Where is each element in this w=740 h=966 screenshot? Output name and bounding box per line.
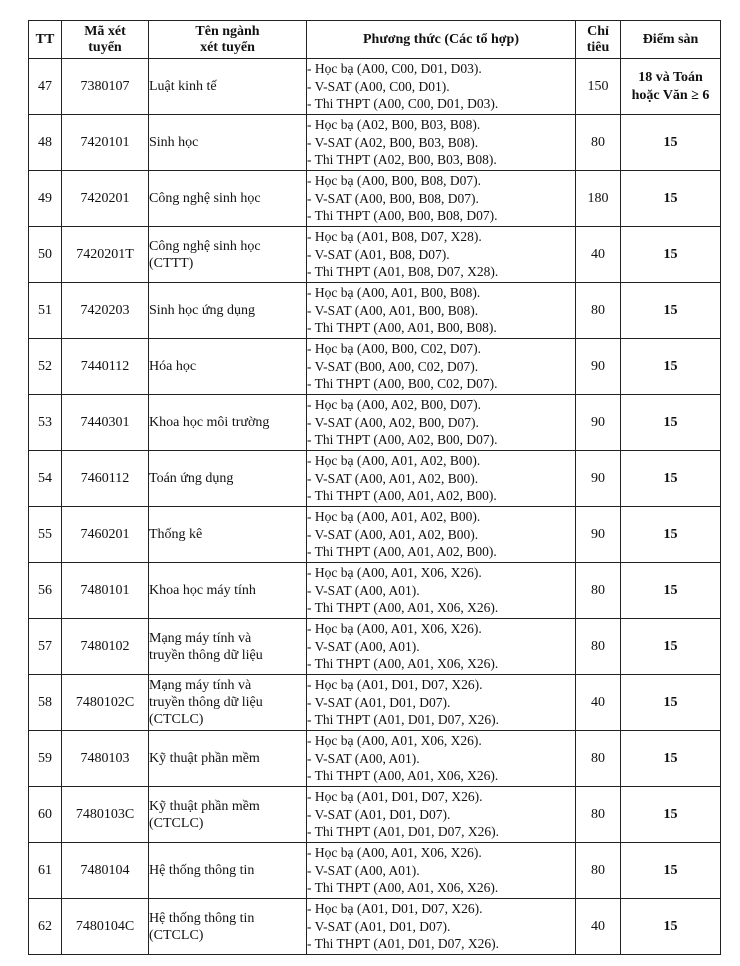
admission-method-line: - Thi THPT (A00, C00, D01, D03). <box>307 96 499 112</box>
program-name-line: Kỹ thuật phần mềm <box>149 798 260 814</box>
row-number: 58 <box>29 675 62 731</box>
table-row <box>29 227 721 283</box>
minimum-score-line: hoặc Văn ≥ 6 <box>631 87 710 103</box>
table-row <box>29 395 721 451</box>
admission-methods <box>307 507 576 563</box>
program-name-line: Khoa học máy tính <box>149 583 256 598</box>
minimum-score-line: 15 <box>663 190 678 206</box>
program-name <box>149 731 307 787</box>
admission-method-line: - V-SAT (A00, B00, B08, D07). <box>307 190 479 206</box>
admission-method-line: - V-SAT (A01, D01, D07). <box>307 918 451 934</box>
table-row <box>29 731 721 787</box>
quota: 40 <box>576 675 621 731</box>
row-number: 53 <box>29 395 62 451</box>
quota: 40 <box>576 899 621 955</box>
admission-method-line: - Học bạ (A00, B00, C02, D07). <box>307 341 481 357</box>
quota: 80 <box>576 619 621 675</box>
program-code: 7460201 <box>62 507 149 563</box>
table-row <box>29 843 721 899</box>
program-name-line: (CTCLC) <box>149 712 204 727</box>
admission-method-line: - V-SAT (A02, B00, B03, B08). <box>307 134 479 150</box>
admission-method-line: - Học bạ (A00, A01, A02, B00). <box>307 453 481 469</box>
quota: 90 <box>576 451 621 507</box>
admission-method-line: - Học bạ (A00, A01, B00, B08). <box>307 285 481 301</box>
admission-method-line: - Thi THPT (A01, D01, D07, X26). <box>307 712 499 728</box>
admission-method-line: - V-SAT (A00, A01, A02, B00). <box>307 470 479 486</box>
admission-method-line: - V-SAT (A00, C00, D01). <box>307 78 450 94</box>
row-number: 50 <box>29 227 62 283</box>
minimum-score-line: 15 <box>663 582 678 598</box>
row-number: 56 <box>29 563 62 619</box>
admission-methods <box>307 451 576 507</box>
header-methods: Phương thức (Các tổ hợp) <box>307 21 576 59</box>
program-code: 7420201 <box>62 171 149 227</box>
admission-method-line: - Học bạ (A00, A01, X06, X26). <box>307 565 482 581</box>
header-code <box>62 21 149 59</box>
table-row <box>29 619 721 675</box>
row-number: 52 <box>29 339 62 395</box>
program-name-line: Khoa học môi trường <box>149 415 270 430</box>
minimum-score <box>621 59 721 115</box>
program-name-line: (CTTT) <box>149 255 194 271</box>
program-name-line: Sinh học <box>149 135 199 150</box>
program-code: 7480102 <box>62 619 149 675</box>
admission-methods <box>307 171 576 227</box>
admission-methods <box>307 227 576 283</box>
minimum-score <box>621 507 721 563</box>
minimum-score <box>621 171 721 227</box>
quota: 90 <box>576 507 621 563</box>
quota: 80 <box>576 563 621 619</box>
minimum-score-line: 15 <box>663 526 678 542</box>
admission-method-line: - Thi THPT (A00, B00, B08, D07). <box>307 208 498 224</box>
admission-method-line: - V-SAT (A00, A01). <box>307 862 420 878</box>
admission-method-line: - Học bạ (A01, D01, D07, X26). <box>307 789 483 805</box>
admission-method-line: - Học bạ (A00, B00, B08, D07). <box>307 173 481 189</box>
program-code: 7480102C <box>62 675 149 731</box>
header-quota-line1: Chỉ <box>587 23 609 39</box>
minimum-score <box>621 563 721 619</box>
admission-method-line: - Học bạ (A00, C00, D01, D03). <box>307 61 482 77</box>
program-name <box>149 115 307 171</box>
minimum-score-line: 18 và Toán <box>638 69 703 85</box>
quota: 80 <box>576 115 621 171</box>
program-name-line: Kỹ thuật phần mềm <box>149 751 260 766</box>
admission-method-line: - V-SAT (A01, D01, D07). <box>307 806 451 822</box>
admission-method-line: - Thi THPT (A00, A01, B00, B08). <box>307 320 497 336</box>
admission-methods <box>307 899 576 955</box>
admission-method-line: - V-SAT (A01, B08, D07). <box>307 246 450 262</box>
program-code: 7480104 <box>62 843 149 899</box>
row-number: 59 <box>29 731 62 787</box>
minimum-score <box>621 283 721 339</box>
admission-method-line: - Thi THPT (A00, A01, A02, B00). <box>307 544 497 560</box>
row-number: 55 <box>29 507 62 563</box>
minimum-score-line: 15 <box>663 302 678 318</box>
row-number: 61 <box>29 843 62 899</box>
program-name <box>149 619 307 675</box>
program-name <box>149 283 307 339</box>
admission-methods <box>307 563 576 619</box>
minimum-score-line: 15 <box>663 862 678 878</box>
admission-method-line: - Học bạ (A01, D01, D07, X26). <box>307 901 483 917</box>
admission-method-line: - Thi THPT (A00, A01, X06, X26). <box>307 656 499 672</box>
minimum-score-line: 15 <box>663 134 678 150</box>
minimum-score-line: 15 <box>663 806 678 822</box>
table-row <box>29 451 721 507</box>
row-number: 47 <box>29 59 62 115</box>
program-code: 7420203 <box>62 283 149 339</box>
admission-method-line: - Học bạ (A01, D01, D07, X26). <box>307 677 483 693</box>
minimum-score <box>621 395 721 451</box>
admission-method-line: - Học bạ (A00, A01, A02, B00). <box>307 509 481 525</box>
program-code: 7440301 <box>62 395 149 451</box>
program-name-line: Toán ứng dụng <box>149 471 234 486</box>
minimum-score <box>621 731 721 787</box>
header-name-line1: Tên ngành <box>195 23 260 39</box>
row-number: 57 <box>29 619 62 675</box>
table-row <box>29 115 721 171</box>
admission-method-line: - Thi THPT (A00, A02, B00, D07). <box>307 432 498 448</box>
minimum-score-line: 15 <box>663 246 678 262</box>
admission-method-line: - Thi THPT (A00, A01, A02, B00). <box>307 488 497 504</box>
header-quota <box>576 21 621 59</box>
minimum-score <box>621 675 721 731</box>
program-name <box>149 563 307 619</box>
row-number: 51 <box>29 283 62 339</box>
program-name-line: truyền thông dữ liệu <box>149 695 263 710</box>
quota: 180 <box>576 171 621 227</box>
program-code: 7440112 <box>62 339 149 395</box>
admission-methods <box>307 115 576 171</box>
admission-method-line: - Thi THPT (A01, D01, D07, X26). <box>307 936 499 952</box>
program-code: 7480104C <box>62 899 149 955</box>
admission-method-line: - Học bạ (A00, A01, X06, X26). <box>307 621 482 637</box>
admission-method-line: - Thi THPT (A01, B08, D07, X28). <box>307 264 499 280</box>
program-name-line: Công nghệ sinh học <box>149 191 261 206</box>
table-row <box>29 675 721 731</box>
program-name <box>149 675 307 731</box>
program-name <box>149 171 307 227</box>
admission-method-line: - Thi THPT (A01, D01, D07, X26). <box>307 824 499 840</box>
program-name <box>149 59 307 115</box>
program-code: 7420101 <box>62 115 149 171</box>
quota: 80 <box>576 787 621 843</box>
admission-method-line: - Học bạ (A02, B00, B03, B08). <box>307 117 481 133</box>
admission-method-line: - V-SAT (A00, A01, A02, B00). <box>307 526 479 542</box>
admission-methods <box>307 283 576 339</box>
program-code: 7460112 <box>62 451 149 507</box>
admission-method-line: - Học bạ (A00, A01, X06, X26). <box>307 733 482 749</box>
program-name <box>149 339 307 395</box>
table-row <box>29 563 721 619</box>
minimum-score-line: 15 <box>663 638 678 654</box>
program-name-line: (CTCLC) <box>149 927 204 943</box>
program-name-line: Hóa học <box>149 359 197 374</box>
minimum-score <box>621 843 721 899</box>
admission-methods <box>307 59 576 115</box>
admission-methods <box>307 787 576 843</box>
program-name-line: truyền thông dữ liệu <box>149 647 263 663</box>
minimum-score-line: 15 <box>663 470 678 486</box>
admission-methods <box>307 339 576 395</box>
minimum-score <box>621 619 721 675</box>
admission-methods <box>307 731 576 787</box>
program-name-line: Thống kê <box>149 527 203 542</box>
admission-method-line: - V-SAT (A00, A01). <box>307 750 420 766</box>
admission-method-line: - Thi THPT (A00, B00, C02, D07). <box>307 376 498 392</box>
admission-method-line: - Học bạ (A00, A01, X06, X26). <box>307 845 482 861</box>
quota: 40 <box>576 227 621 283</box>
program-code: 7480103 <box>62 731 149 787</box>
program-name <box>149 787 307 843</box>
program-name <box>149 395 307 451</box>
program-name-line: Mạng máy tính và <box>149 630 252 646</box>
table-row <box>29 339 721 395</box>
header-quota-line2: tiêu <box>586 39 610 55</box>
table-row <box>29 787 721 843</box>
row-number: 49 <box>29 171 62 227</box>
admission-method-line: - Thi THPT (A02, B00, B03, B08). <box>307 152 497 168</box>
admission-method-line: - V-SAT (A00, A01). <box>307 582 420 598</box>
header-code-line2: tuyển <box>88 39 122 55</box>
admission-method-line: - Học bạ (A01, B08, D07, X28). <box>307 229 482 245</box>
program-code: 7480101 <box>62 563 149 619</box>
program-name-line: (CTCLC) <box>149 815 204 831</box>
table-row <box>29 507 721 563</box>
program-name-line: Hệ thống thông tin <box>149 910 255 926</box>
header-row <box>29 21 721 59</box>
admission-method-line: - V-SAT (A00, A01, B00, B08). <box>307 302 479 318</box>
minimum-score-line: 15 <box>663 694 678 710</box>
admission-methods <box>307 843 576 899</box>
minimum-score-line: 15 <box>663 750 678 766</box>
minimum-score <box>621 899 721 955</box>
program-name <box>149 451 307 507</box>
header-tt: TT <box>29 21 62 59</box>
quota: 80 <box>576 731 621 787</box>
program-name <box>149 899 307 955</box>
minimum-score <box>621 115 721 171</box>
admission-methods <box>307 619 576 675</box>
minimum-score-line: 15 <box>663 918 678 934</box>
admission-method-line: - V-SAT (A01, D01, D07). <box>307 694 451 710</box>
program-name-line: Hệ thống thông tin <box>149 863 255 878</box>
minimum-score-line: 15 <box>663 358 678 374</box>
header-code-line1: Mã xét <box>84 23 126 39</box>
minimum-score <box>621 227 721 283</box>
program-name-line: Sinh học ứng dụng <box>149 303 255 318</box>
admission-method-line: - Thi THPT (A00, A01, X06, X26). <box>307 880 499 896</box>
quota: 90 <box>576 395 621 451</box>
admission-method-line: - V-SAT (A00, A02, B00, D07). <box>307 414 479 430</box>
admission-table <box>28 20 721 955</box>
program-name-line: Mạng máy tính và <box>149 678 252 693</box>
minimum-score <box>621 339 721 395</box>
program-name <box>149 843 307 899</box>
header-score: Điểm sàn <box>621 21 721 59</box>
admission-method-line: - Thi THPT (A00, A01, X06, X26). <box>307 600 499 616</box>
admission-method-line: - V-SAT (B00, A00, C02, D07). <box>307 358 479 374</box>
minimum-score-line: 15 <box>663 414 678 430</box>
quota: 80 <box>576 283 621 339</box>
program-code: 7380107 <box>62 59 149 115</box>
minimum-score <box>621 451 721 507</box>
admission-methods <box>307 675 576 731</box>
header-name-line2: xét tuyển <box>200 39 255 55</box>
admission-method-line: - Học bạ (A00, A02, B00, D07). <box>307 397 481 413</box>
row-number: 60 <box>29 787 62 843</box>
table-body <box>29 59 721 955</box>
quota: 90 <box>576 339 621 395</box>
row-number: 48 <box>29 115 62 171</box>
admission-method-line: - Thi THPT (A00, A01, X06, X26). <box>307 768 499 784</box>
header-name <box>149 21 307 59</box>
program-code: 7480103C <box>62 787 149 843</box>
row-number: 54 <box>29 451 62 507</box>
table-row <box>29 59 721 115</box>
row-number: 62 <box>29 899 62 955</box>
table-row <box>29 283 721 339</box>
program-name <box>149 507 307 563</box>
quota: 80 <box>576 843 621 899</box>
table-row <box>29 171 721 227</box>
table-row <box>29 899 721 955</box>
admission-method-line: - V-SAT (A00, A01). <box>307 638 420 654</box>
program-name-line: Công nghệ sinh học <box>149 238 261 254</box>
minimum-score <box>621 787 721 843</box>
program-name-line: Luật kinh tế <box>149 79 217 94</box>
quota: 150 <box>576 59 621 115</box>
program-name <box>149 227 307 283</box>
program-code: 7420201T <box>62 227 149 283</box>
admission-methods <box>307 395 576 451</box>
